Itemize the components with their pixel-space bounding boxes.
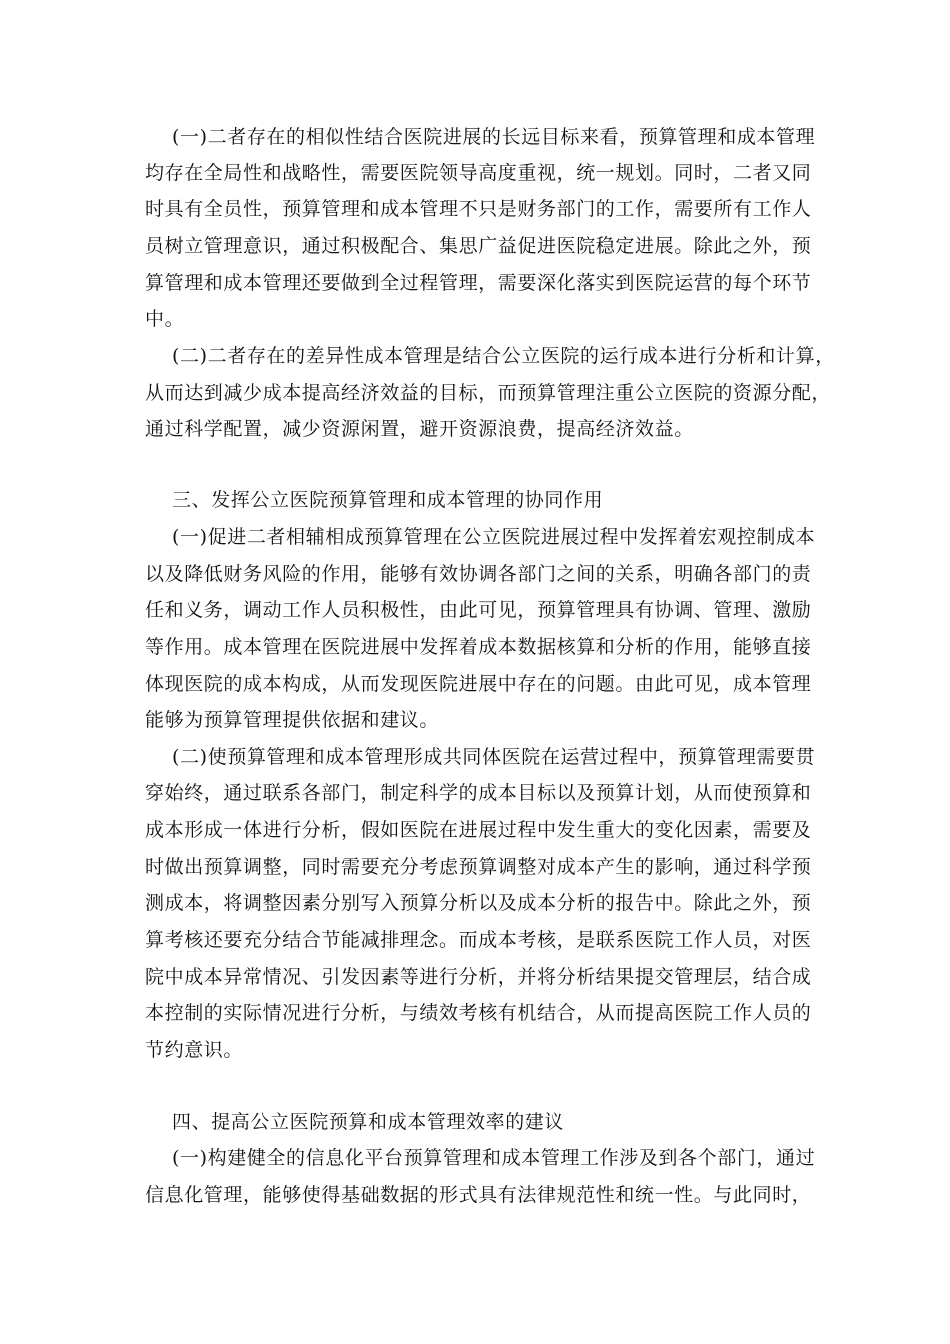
paragraph-line: (二)二者存在的差异性成本管理是结合公立医院的运行成本进行分析和计算， — [172, 345, 835, 367]
paragraph-line: 均存在全局性和战略性，需要医院领导高度重视，统一规划。同时，二者又同 — [145, 162, 812, 184]
paragraph-line: (一)促进二者相辅相成预算管理在公立医院进展过程中发挥着宏观控制成本 — [172, 526, 816, 548]
paragraph-line: 本控制的实际情况进行分析，与绩效考核有机结合，从而提高医院工作人员的 — [145, 1002, 812, 1024]
paragraph-line: (一)二者存在的相似性结合医院进展的长远目标来看，预算管理和成本管理 — [172, 126, 816, 148]
paragraph-line: 任和义务，调动工作人员积极性，由此可见，预算管理具有协调、管理、激励 — [145, 599, 812, 621]
paragraph-line: 穿始终，通过联系各部门，制定科学的成本目标以及预算计划，从而使预算和 — [145, 782, 812, 804]
paragraph-line: 能够为预算管理提供依据和建议。 — [145, 709, 440, 731]
paragraph-line: 时做出预算调整，同时需要充分考虑预算调整对成本产生的影响，通过科学预 — [145, 856, 812, 878]
paragraph-line: 体现医院的成本构成，从而发现医院进展中存在的问题。由此可见，成本管理 — [145, 673, 812, 695]
paragraph-line: 成本形成一体进行分析，假如医院在进展过程中发生重大的变化因素，需要及 — [145, 819, 812, 841]
paragraph-line: 算考核还要充分结合节能减排理念。而成本考核，是联系医院工作人员，对医 — [145, 929, 812, 951]
paragraph-line: 算管理和成本管理还要做到全过程管理，需要深化落实到医院运营的每个环节 — [145, 272, 812, 294]
paragraph-line: 信息化管理，能够使得基础数据的形式具有法律规范性和统一性。与此同时， — [145, 1184, 812, 1206]
paragraph-line: 员树立管理意识，通过积极配合、集思广益促进医院稳定进展。除此之外，预 — [145, 235, 812, 257]
paragraph-line: 节约意识。 — [145, 1039, 244, 1061]
paragraph-line: 时具有全员性，预算管理和成本管理不只是财务部门的工作，需要所有工作人 — [145, 198, 812, 220]
paragraph-line: 以及降低财务风险的作用，能够有效协调各部门之间的关系，明确各部门的责 — [145, 563, 812, 585]
paragraph-line: 等作用。成本管理在医院进展中发挥着成本数据核算和分析的作用，能够直接 — [145, 636, 812, 658]
paragraph-line: 院中成本异常情况、引发因素等进行分析，并将分析结果提交管理层，结合成 — [145, 966, 812, 988]
paragraph-line: (二)使预算管理和成本管理形成共同体医院在运营过程中，预算管理需要贯 — [172, 746, 816, 768]
section-heading: 四、提高公立医院预算和成本管理效率的建议 — [172, 1111, 565, 1133]
paragraph-line: 从而达到减少成本提高经济效益的目标，而预算管理注重公立医院的资源分配， — [145, 382, 832, 404]
paragraph-line: 中。 — [145, 308, 185, 330]
paragraph-line: (一)构建健全的信息化平台预算管理和成本管理工作涉及到各个部门，通过 — [172, 1147, 816, 1169]
section-heading: 三、发挥公立医院预算管理和成本管理的协同作用 — [172, 489, 604, 511]
paragraph-line: 测成本，将调整因素分别写入预算分析以及成本分析的报告中。除此之外，预 — [145, 892, 812, 914]
paragraph-line: 通过科学配置，减少资源闲置，避开资源浪费，提高经济效益。 — [145, 418, 694, 440]
